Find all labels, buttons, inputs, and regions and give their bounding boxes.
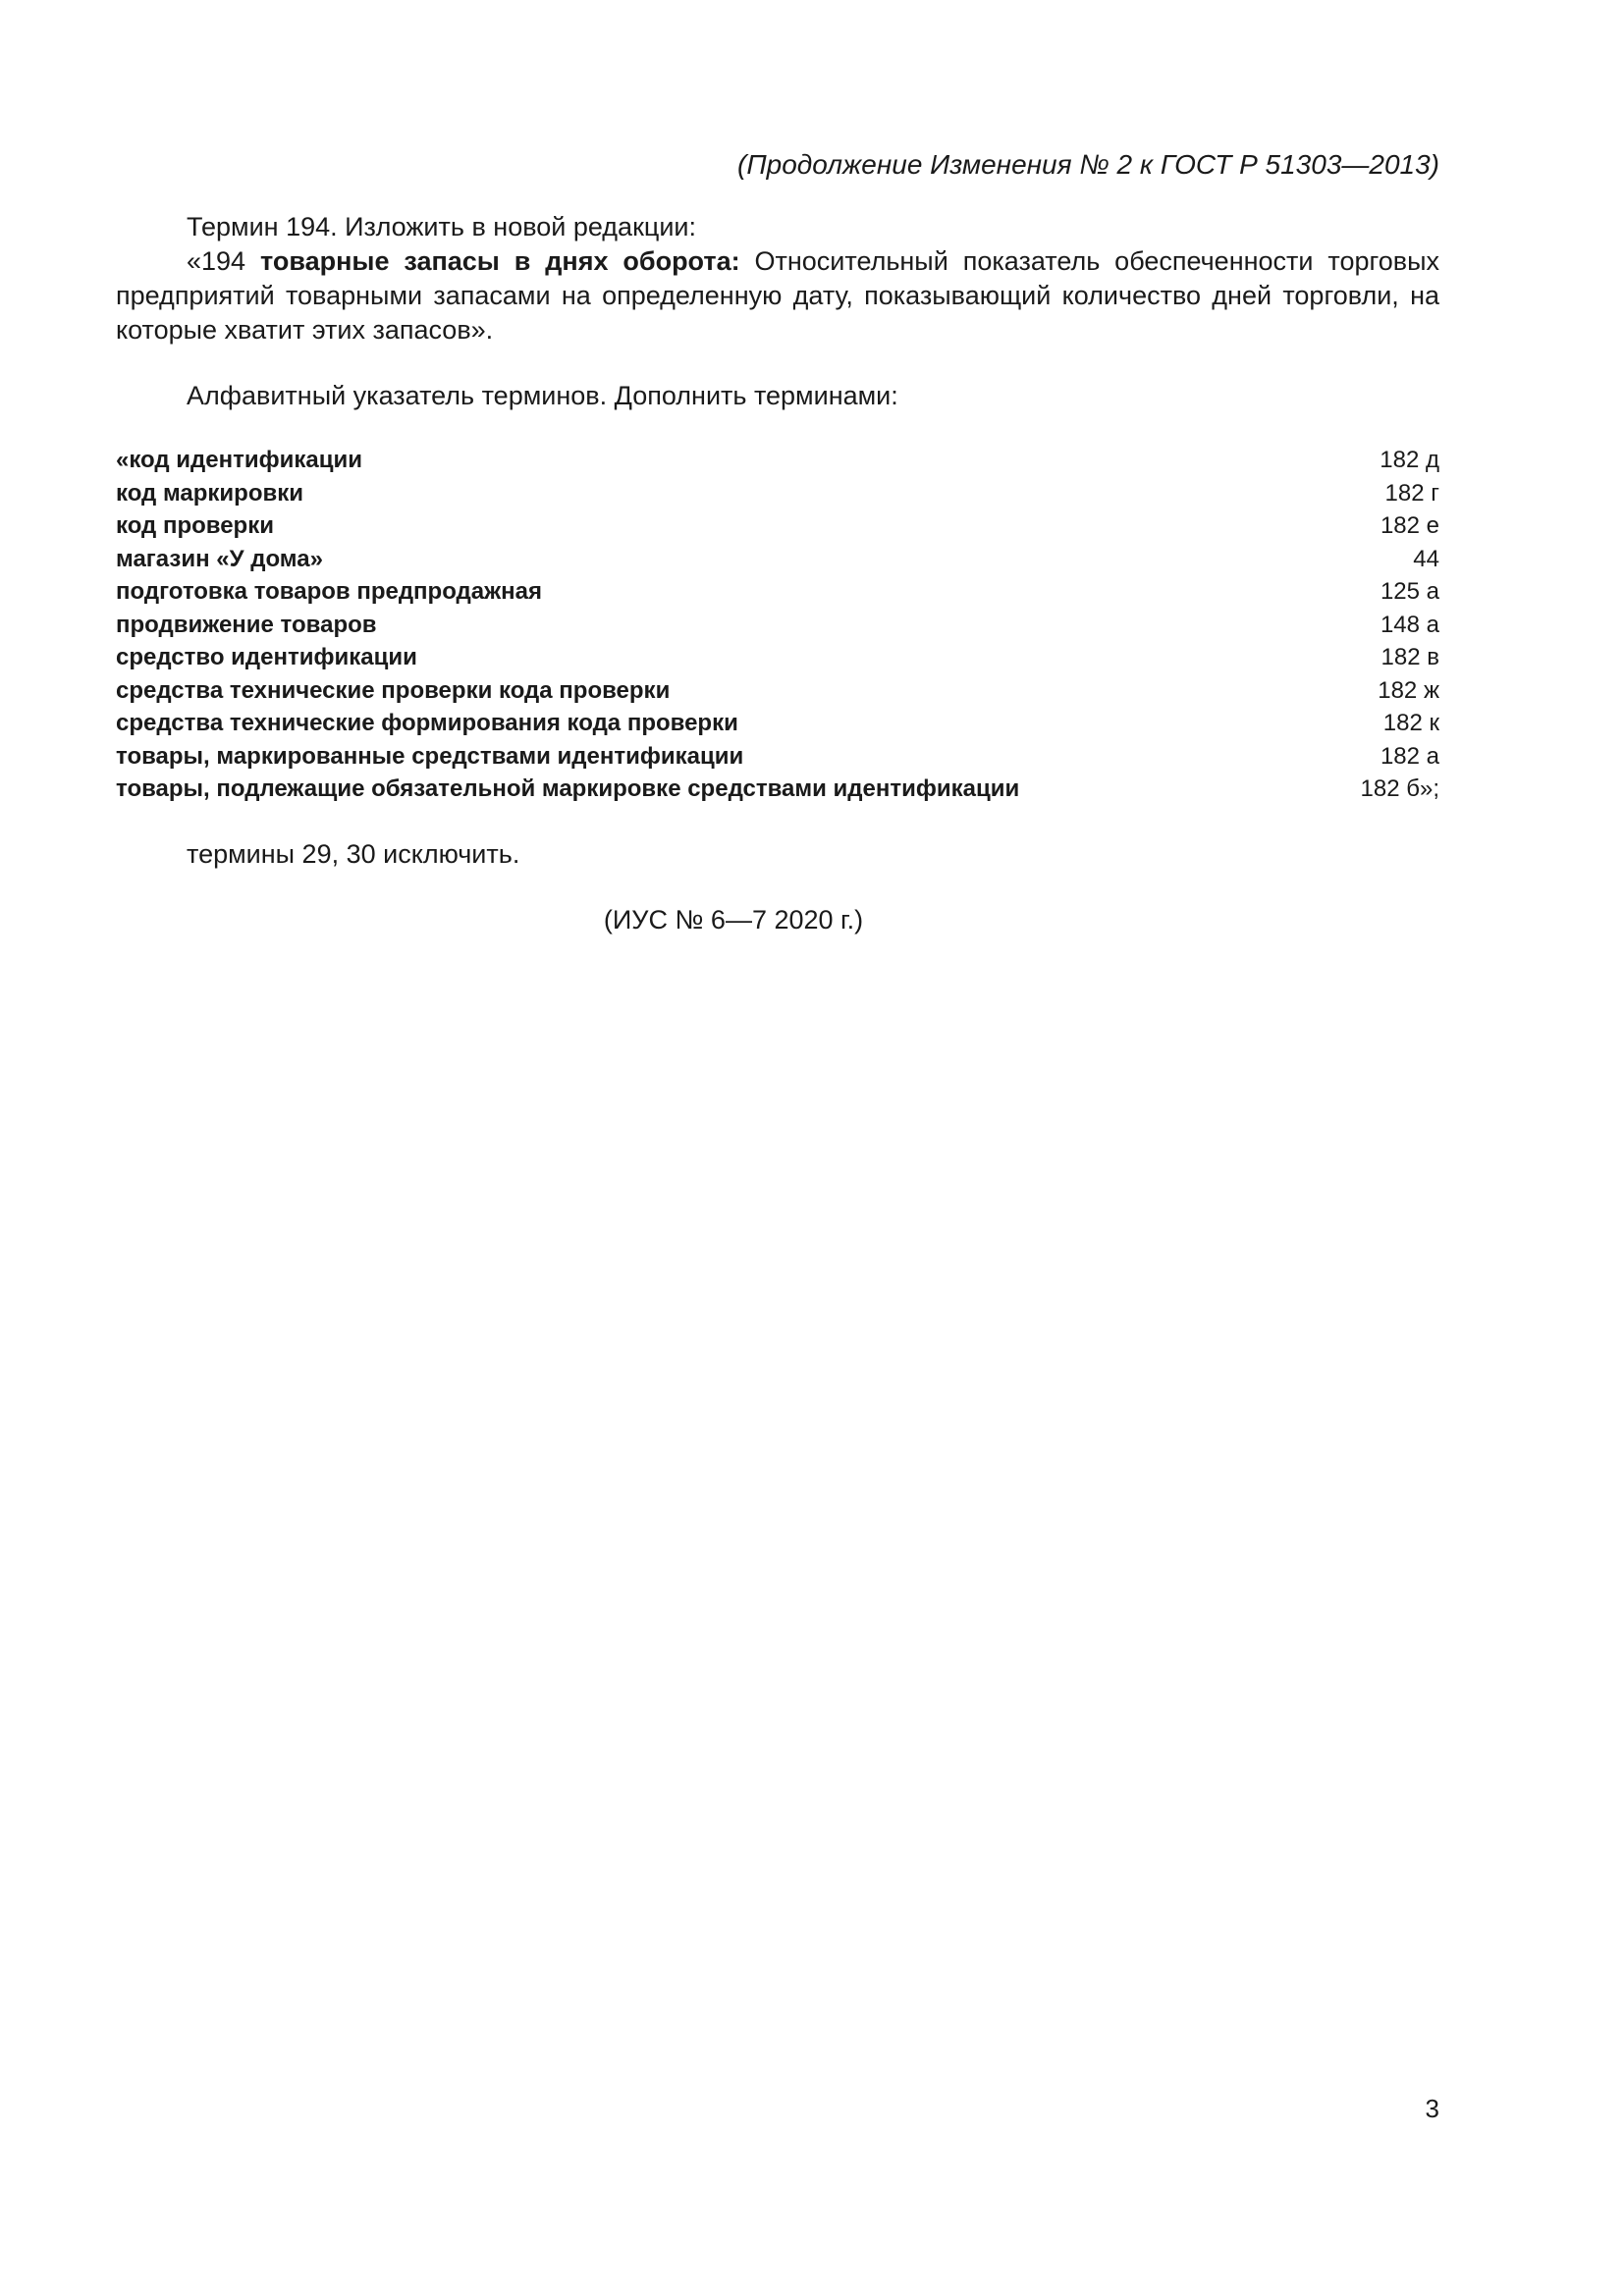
index-entry	[116, 707, 1439, 740]
index-ref: 182 в	[1380, 644, 1439, 670]
index-ref: 182 ж	[1378, 676, 1439, 704]
index-term: товары, подлежащие обязательной маркировке средствами идентификации	[116, 775, 1020, 802]
index-ref: 182 а	[1380, 742, 1439, 770]
index-ref: 182 б»;	[1360, 775, 1439, 802]
index-ref: 44	[1413, 545, 1439, 572]
index-entry	[116, 740, 1439, 774]
index-ref: 148 а	[1380, 611, 1439, 638]
index-entry	[116, 444, 1439, 477]
term-194-intro: Термин 194. Изложить в новой редакции:	[187, 212, 697, 241]
term-194-prefix: «194	[187, 246, 260, 276]
index-term: средства технические формирования кода проверки	[116, 710, 738, 736]
index-ref: 182 д	[1380, 447, 1439, 473]
index-term: подготовка товаров предпродажная	[116, 578, 543, 605]
index-entry	[116, 543, 1439, 576]
index-ref: 182 е	[1380, 512, 1439, 539]
index-term: код маркировки	[116, 479, 303, 507]
index-ref: 182 к	[1382, 710, 1439, 736]
index-term: товары, маркированные средствами идентификации	[116, 742, 744, 770]
source-reference: (ИУС № 6—7 2020 г.)	[603, 905, 864, 934]
index-entry	[116, 609, 1439, 642]
index-term: магазин «У дома»	[116, 545, 323, 572]
index-entry	[116, 575, 1439, 609]
index-entry	[116, 641, 1439, 674]
index-entry	[116, 674, 1439, 708]
alphabetical-index-list	[116, 444, 1439, 806]
term-194-text: Относительный показатель обеспеченности торговых предприятий товарными запасами на определенную дату, показывающий количество дней торговли, на которые хватит этих запасов».	[116, 246, 1439, 345]
page-number: 3	[1425, 2094, 1439, 2123]
running-header: (Продолжение Изменения № 2 к ГОСТ Р 51303—2013)	[737, 149, 1439, 180]
index-ref: 182 г	[1384, 479, 1439, 507]
index-term: код проверки	[116, 512, 274, 539]
index-term: средство идентификации	[116, 644, 417, 670]
exclusion-note: термины 29, 30 исключить.	[187, 839, 520, 869]
term-194-term: товарные запасы в днях оборота:	[259, 246, 740, 276]
index-ref: 125 а	[1380, 578, 1439, 605]
index-entry	[116, 773, 1439, 806]
index-term: средства технические проверки кода проверки	[116, 676, 671, 704]
document-page	[116, 0, 1439, 2296]
index-entry	[116, 477, 1439, 510]
index-entry	[116, 509, 1439, 543]
index-term: «код идентификации	[116, 447, 363, 473]
index-term: продвижение товаров	[116, 611, 377, 638]
term-194-definition	[116, 244, 1439, 347]
index-intro: Алфавитный указатель терминов. Дополнить терминами:	[187, 381, 898, 410]
